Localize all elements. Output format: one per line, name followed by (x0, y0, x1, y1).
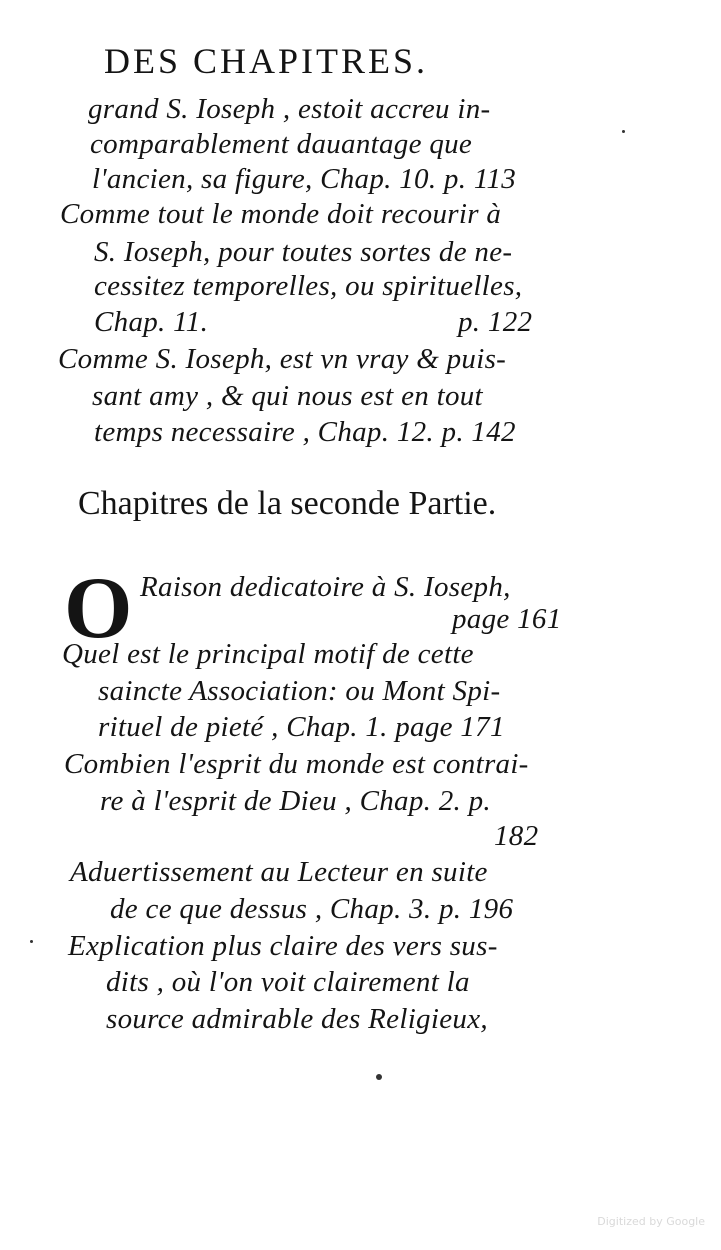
toc-line: source admirable des Religieux, (106, 1003, 488, 1035)
toc-line: Combien l'esprit du monde est contrai- (64, 748, 529, 780)
toc-line: rituel de pieté , Chap. 1. page 171 (98, 711, 505, 743)
section-title: Chapitres de la seconde Partie. (78, 485, 497, 522)
toc-line: S. Ioseph, pour toutes sortes de ne- (94, 236, 513, 268)
running-title: DES CHAPITRES. (104, 41, 429, 81)
ink-speck (30, 940, 33, 943)
toc-line: grand S. Ioseph , estoit accreu in- (88, 93, 491, 125)
toc-page-ref: 182 (494, 820, 539, 852)
toc-line: temps necessaire , Chap. 12. p. 142 (94, 416, 516, 448)
toc-page-ref: p. 122 (458, 306, 533, 338)
toc-line: saincte Association: ou Mont Spi- (98, 675, 501, 707)
toc-line: l'ancien, sa figure, Chap. 10. p. 113 (92, 163, 517, 195)
toc-line: Comme S. Ioseph, est vn vray & puis- (58, 343, 507, 375)
toc-line: Comme tout le monde doit recourir à (60, 198, 502, 230)
toc-line: sant amy , & qui nous est en tout (92, 380, 483, 412)
toc-line: comparablement dauantage que (90, 128, 473, 160)
ink-speck (622, 130, 625, 133)
toc-line: Quel est le principal motif de cette (62, 638, 474, 670)
toc-line: re à l'esprit de Dieu , Chap. 2. p. (100, 785, 491, 817)
digitizer-watermark: Digitized by Google (597, 1215, 705, 1228)
toc-line: dits , où l'on voit clairement la (106, 966, 470, 998)
toc-line: Raison dedicatoire à S. Ioseph, (140, 571, 511, 603)
toc-line: de ce que dessus , Chap. 3. p. 196 (110, 893, 514, 925)
toc-line: Chap. 11. (94, 306, 209, 338)
toc-line: cessitez temporelles, ou spirituelles, (94, 270, 523, 302)
drop-cap: O (64, 560, 133, 657)
toc-line: Aduertissement au Lecteur en suite (70, 856, 488, 888)
ink-speck (376, 1074, 382, 1080)
toc-line: Explication plus claire des vers sus- (68, 930, 498, 962)
toc-page-ref: page 161 (452, 603, 562, 635)
